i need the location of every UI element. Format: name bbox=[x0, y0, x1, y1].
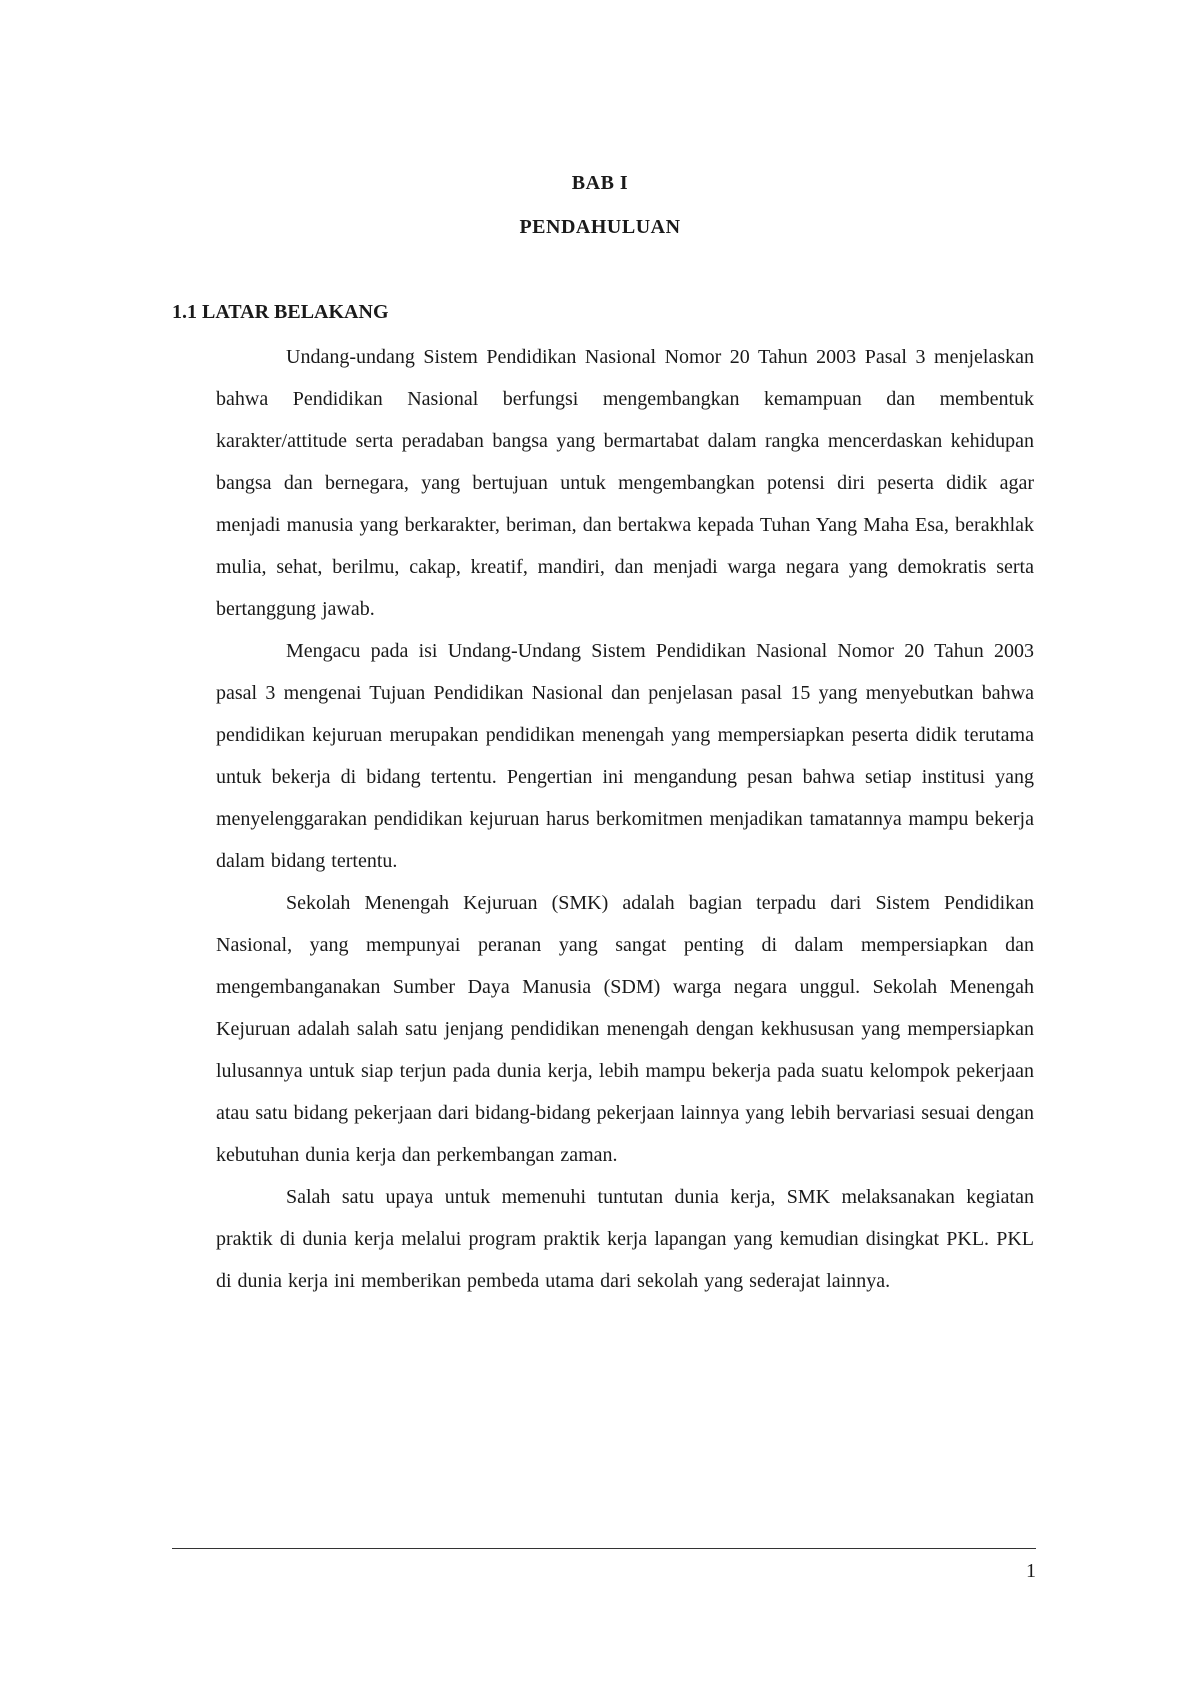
paragraph-3: Sekolah Menengah Kejuruan (SMK) adalah bagian terpadu dari Sistem Pendidikan Nasional, yang mempunyai peranan yang sangat penting di dalam mempersiapkan dan mengembanganakan Sumber Daya Manusia (SDM) warga negara unggul. Sekolah Menengah Kejuruan adalah salah satu jenjang pendidikan menengah dengan kekhususan yang mempersiapkan lulusannya untuk siap terjun pada dunia kerja, lebih mampu bekerja pada suatu kelompok pekerjaan atau satu bidang pekerjaan dari bidang-bidang pekerjaan lainnya yang lebih bervariasi sesuai dengan kebutuhan dunia kerja dan perkembangan zaman. bbox=[216, 892, 1034, 1166]
paragraph-4: Salah satu upaya untuk memenuhi tuntutan dunia kerja, SMK melaksanakan kegiatan praktik di dunia kerja melalui program praktik kerja lapangan yang kemudian disingkat PKL. PKL di dunia kerja ini memberikan pembeda utama dari sekolah yang sederajat lainnya. bbox=[216, 1186, 1034, 1292]
section-heading: 1.1 LATAR BELAKANG bbox=[172, 301, 389, 323]
body-text bbox=[216, 336, 1034, 1302]
footer-divider bbox=[172, 1548, 1036, 1549]
chapter-title: PENDAHULUAN bbox=[519, 216, 681, 238]
paragraph-2: Mengacu pada isi Undang-Undang Sistem Pendidikan Nasional Nomor 20 Tahun 2003 pasal 3 mengenai Tujuan Pendidikan Nasional dan penjelasan pasal 15 yang menyebutkan bahwa pendidikan kejuruan merupakan pendidikan menengah yang mempersiapkan peserta didik terutama untuk bekerja di bidang tertentu. Pengertian ini mengandung pesan bahwa setiap institusi yang menyelenggarakan pendidikan kejuruan harus berkomitmen menjadikan tamatannya mampu bekerja dalam bidang tertentu. bbox=[216, 640, 1034, 872]
chapter-label: BAB I bbox=[571, 172, 629, 194]
page-number: 1 bbox=[1026, 1560, 1036, 1582]
paragraph-1: Undang-undang Sistem Pendidikan Nasional Nomor 20 Tahun 2003 Pasal 3 menjelaskan bahwa Pendidikan Nasional berfungsi mengembangkan kemampuan dan membentuk karakter/attitude serta peradaban bangsa yang bermartabat dalam rangka mencerdaskan kehidupan bangsa dan bernegara, yang bertujuan untuk mengembangkan potensi diri peserta didik agar menjadi manusia yang berkarakter, beriman, dan bertakwa kepada Tuhan Yang Maha Esa, berakhlak mulia, sehat, berilmu, cakap, kreatif, mandiri, dan menjadi warga negara yang demokratis serta bertanggung jawab. bbox=[216, 346, 1034, 620]
